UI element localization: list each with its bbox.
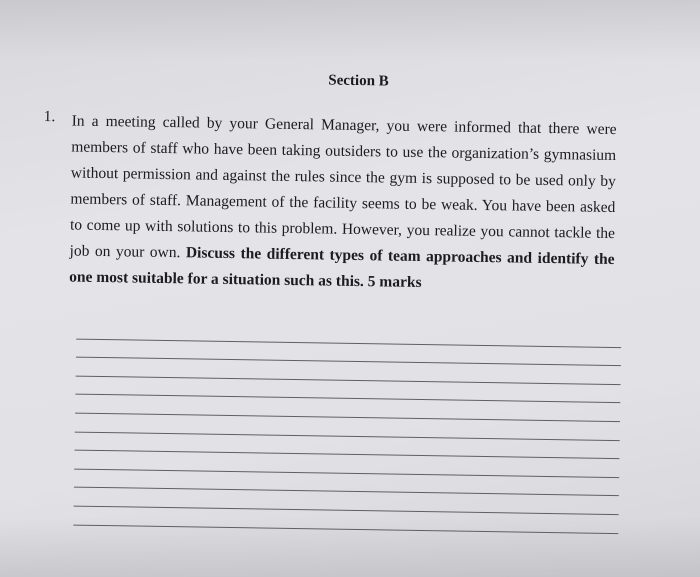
question-instruction: Discuss the different types of team approaches and identify the one most suitable for a situation such as this. 5 marks — [69, 244, 615, 292]
question-number: 1. — [43, 108, 56, 126]
answer-lines[interactable] — [73, 321, 621, 534]
question-body: In a meeting called by your General Manager, you were informed that there were members of staff who have been taking outsiders to use the organization’s gymnasium without permission and against the rules since the gym is supposed to be used only by members of staff. Management of the facility seems to be weak. You have been asked to come up with solutions to this problem. However, you realize you cannot tackle the job on your own. — [69, 112, 617, 262]
section-title: Section B — [328, 72, 389, 90]
question-text — [69, 109, 617, 300]
